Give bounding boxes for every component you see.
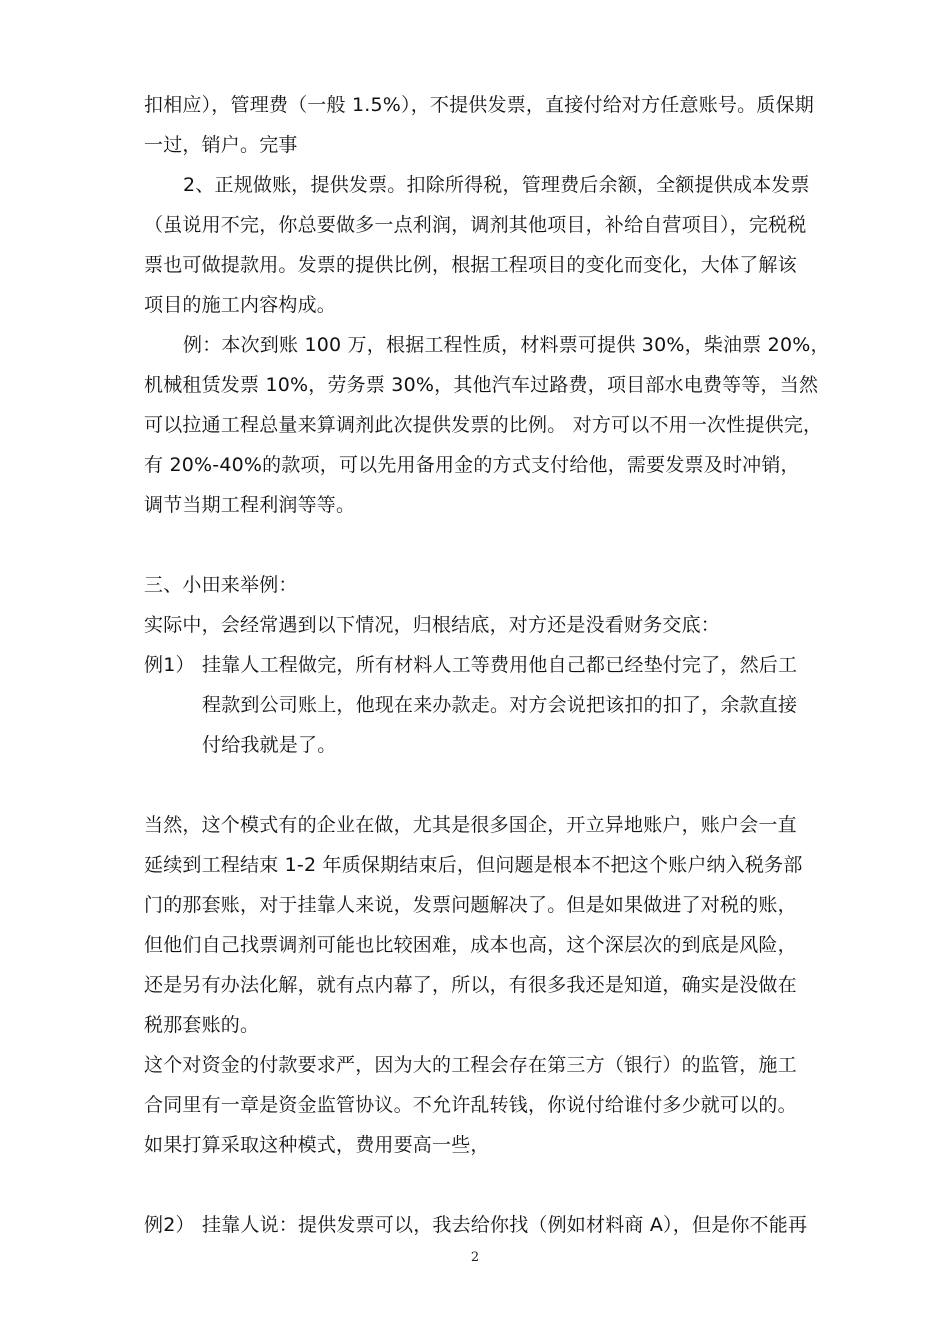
paragraph-line: 一过，销户。完事	[144, 134, 298, 156]
paragraph-line: 但他们自己找票调剂可能也比较困难，成本也高，这个深层次的到底是风险，	[144, 934, 797, 956]
paragraph-line: 实际中，会经常遇到以下情况，归根结底，对方还是没看财务交底：	[144, 614, 721, 636]
paragraph-line: 挂靠人工程做完，所有材料人工等费用他自己都已经垫付完了，然后工	[202, 654, 798, 676]
paragraph-line: 如果打算采取这种模式，费用要高一些，	[144, 1134, 490, 1156]
page-number: 2	[470, 1250, 480, 1265]
paragraph-line: 2、正规做账，提供发票。扣除所得税，管理费后余额，全额提供成本发票	[183, 174, 810, 196]
paragraph-line: 当然，这个模式有的企业在做，尤其是很多国企，开立异地账户，账户会一直	[144, 814, 797, 836]
paragraph-line: 票也可做提款用。发票的提供比例，根据工程项目的变化而变化，大体了解该	[144, 254, 797, 276]
paragraph-line: 还是另有办法化解，就有点内幕了，所以，有很多我还是知道，确实是没做在	[144, 974, 797, 996]
paragraph-line: （虽说用不完，你总要做多一点利润，调剂其他项目，补给自营项目），完税税	[144, 214, 807, 236]
paragraph-line: 有 20%-40%的款项，可以先用备用金的方式支付给他，需要发票及时冲销，	[144, 454, 800, 476]
paragraph-line: 门的那套账，对于挂靠人来说，发票问题解决了。但是如果做进了对税的账，	[144, 894, 797, 916]
paragraph-line: 合同里有一章是资金监管协议。不允许乱转钱，你说付给谁付多少就可以的。	[144, 1094, 797, 1116]
paragraph-line: 挂靠人说：提供发票可以，我去给你找（例如材料商 A），但是你不能再	[202, 1214, 808, 1236]
paragraph-line: 延续到工程结束 1-2 年质保期结束后，但问题是根本不把这个账户纳入税务部	[144, 854, 803, 876]
paragraph-line: 付给我就是了。	[202, 734, 337, 756]
paragraph-line: 可以拉通工程总量来算调剂此次提供发票的比例。 对方可以不用一次性提供完，	[144, 414, 823, 436]
section-heading: 三、小田来举例：	[144, 574, 298, 596]
paragraph-line: 机械租赁发票 10%，劳务票 30%，其他汽车过路费，项目部水电费等等，当然	[144, 374, 819, 396]
paragraph-line: 例：本次到账 100 万，根据工程性质，材料票可提供 30%，柴油票 20%，	[183, 334, 830, 356]
example-label: 例2）	[144, 1214, 195, 1236]
example-label: 例1）	[144, 654, 195, 676]
paragraph-line: 扣相应），管理费（一般 1.5%），不提供发票，直接付给对方任意账号。质保期	[144, 94, 814, 116]
paragraph-line: 调节当期工程利润等等。	[144, 494, 356, 516]
paragraph-line: 税那套账的。	[144, 1014, 260, 1036]
paragraph-line: 这个对资金的付款要求严，因为大的工程会存在第三方（银行）的监管，施工	[144, 1054, 797, 1076]
paragraph-line: 项目的施工内容构成。	[144, 294, 337, 316]
paragraph-line: 程款到公司账上，他现在来办款走。对方会说把该扣的扣了，余款直接	[202, 694, 798, 716]
